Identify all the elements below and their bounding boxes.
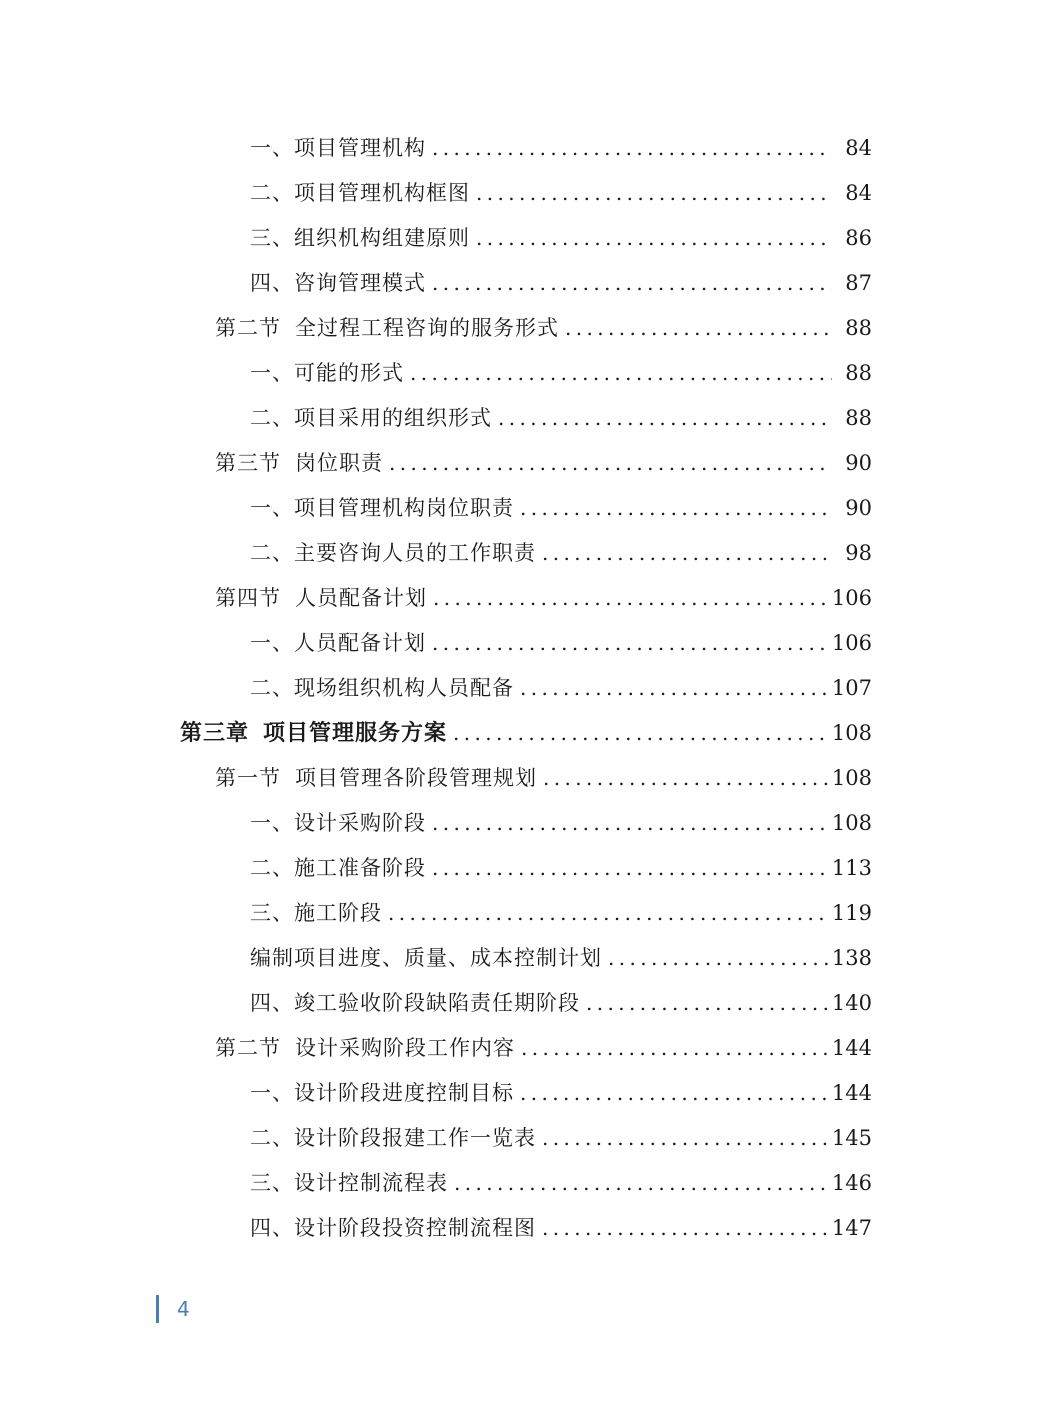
toc-entry-label: 项目管理各阶段管理规划 xyxy=(295,766,537,790)
toc-entry-title xyxy=(215,576,427,621)
toc-entry-title xyxy=(250,621,426,666)
toc-entry[interactable] xyxy=(0,711,1052,756)
toc-entry-prefix: 第二节 xyxy=(215,1036,281,1060)
toc-entry-page-number: 88 xyxy=(845,406,872,430)
toc-entry[interactable] xyxy=(0,1071,1052,1116)
toc-entry[interactable] xyxy=(0,1206,1052,1251)
toc-entry-page-number: 90 xyxy=(845,451,872,475)
toc-dot-leader xyxy=(543,756,828,801)
toc-entry-page-number: 146 xyxy=(831,1171,872,1195)
toc-entry-label: 项目管理服务方案 xyxy=(263,720,448,746)
toc-entry-title xyxy=(250,981,580,1026)
toc-entry-title xyxy=(250,216,470,261)
toc-entry[interactable] xyxy=(0,1116,1052,1161)
toc-entry-title xyxy=(250,801,426,846)
toc-entry-label: 三、设计控制流程表 xyxy=(250,1171,448,1195)
toc-entry-prefix: 第三节 xyxy=(215,451,281,475)
toc-entry-title xyxy=(215,306,559,351)
toc-entry-title xyxy=(250,891,382,936)
toc-entry-page-number: 113 xyxy=(831,856,872,880)
toc-entry[interactable] xyxy=(0,1161,1052,1206)
toc-entry-label: 一、设计采购阶段 xyxy=(250,811,426,835)
page-number: 4 xyxy=(177,1297,190,1321)
toc-entry-title xyxy=(250,1161,448,1206)
toc-entry-title xyxy=(250,126,426,171)
toc-entry-title xyxy=(215,756,537,801)
toc-entry-label: 一、人员配备计划 xyxy=(250,631,426,655)
toc-entry-page-number: 98 xyxy=(845,541,872,565)
toc-entry[interactable] xyxy=(0,351,1052,396)
toc-entry-title xyxy=(180,711,447,756)
toc-entry-page-number: 144 xyxy=(831,1036,872,1060)
toc-entry-label: 一、设计阶段进度控制目标 xyxy=(250,1081,514,1105)
toc-entry-label: 一、项目管理机构 xyxy=(250,136,426,160)
toc-entry[interactable] xyxy=(0,666,1052,711)
toc-entry-page-number: 86 xyxy=(845,226,872,250)
table-of-contents xyxy=(0,126,1052,1251)
page-footer xyxy=(156,1294,190,1324)
toc-dot-leader xyxy=(542,1116,828,1161)
toc-entry-page-number: 145 xyxy=(831,1126,872,1150)
toc-entry-label: 设计采购阶段工作内容 xyxy=(295,1036,515,1060)
toc-entry-title xyxy=(250,486,514,531)
toc-entry-label: 三、施工阶段 xyxy=(250,901,382,925)
toc-entry-page-number: 88 xyxy=(845,316,872,340)
toc-entry-label: 四、咨询管理模式 xyxy=(250,271,426,295)
toc-dot-leader xyxy=(608,936,828,981)
toc-entry[interactable] xyxy=(0,756,1052,801)
toc-entry-page-number: 84 xyxy=(845,136,872,160)
toc-entry-page-number: 106 xyxy=(831,631,872,655)
toc-entry-label: 一、项目管理机构岗位职责 xyxy=(250,496,514,520)
toc-dot-leader xyxy=(542,1206,828,1251)
toc-entry-label: 全过程工程咨询的服务形式 xyxy=(295,316,559,340)
toc-entry[interactable] xyxy=(0,171,1052,216)
toc-entry-prefix: 第三章 xyxy=(180,720,250,746)
toc-dot-leader xyxy=(542,531,832,576)
toc-dot-leader xyxy=(476,216,832,261)
toc-entry-label: 编制项目进度、质量、成本控制计划 xyxy=(250,946,602,970)
toc-entry-title xyxy=(250,846,426,891)
footer-accent-bar xyxy=(156,1295,159,1323)
toc-entry-label: 二、项目采用的组织形式 xyxy=(250,406,492,430)
toc-dot-leader xyxy=(476,171,832,216)
toc-dot-leader xyxy=(388,891,828,936)
toc-entry[interactable] xyxy=(0,216,1052,261)
toc-entry-label: 一、可能的形式 xyxy=(250,361,404,385)
toc-dot-leader xyxy=(498,396,832,441)
toc-entry-title xyxy=(250,1116,536,1161)
toc-dot-leader xyxy=(521,1026,828,1071)
toc-entry-page-number: 144 xyxy=(831,1081,872,1105)
toc-entry-label: 人员配备计划 xyxy=(295,586,427,610)
toc-entry-title xyxy=(250,396,492,441)
toc-entry-prefix: 第一节 xyxy=(215,766,281,790)
toc-dot-leader xyxy=(432,261,832,306)
toc-dot-leader xyxy=(520,666,828,711)
toc-entry-title xyxy=(250,351,404,396)
toc-entry-prefix: 第四节 xyxy=(215,586,281,610)
toc-entry[interactable] xyxy=(0,486,1052,531)
toc-entry[interactable] xyxy=(0,126,1052,171)
toc-entry-title xyxy=(250,666,514,711)
toc-dot-leader xyxy=(454,1161,828,1206)
toc-dot-leader xyxy=(389,441,832,486)
toc-entry[interactable] xyxy=(0,531,1052,576)
toc-entry-page-number: 147 xyxy=(831,1216,872,1240)
toc-dot-leader xyxy=(432,801,828,846)
toc-entry-page-number: 84 xyxy=(845,181,872,205)
toc-entry-page-number: 107 xyxy=(831,676,872,700)
toc-entry[interactable] xyxy=(0,396,1052,441)
toc-entry-title xyxy=(250,936,602,981)
toc-entry[interactable] xyxy=(0,936,1052,981)
toc-entry-page-number: 140 xyxy=(831,991,872,1015)
toc-entry-label: 四、竣工验收阶段缺陷责任期阶段 xyxy=(250,991,580,1015)
toc-entry[interactable] xyxy=(0,306,1052,351)
toc-dot-leader xyxy=(586,981,828,1026)
toc-entry-page-number: 108 xyxy=(831,811,872,835)
toc-entry-label: 三、组织机构组建原则 xyxy=(250,226,470,250)
toc-dot-leader xyxy=(520,1071,828,1116)
toc-entry-label: 二、主要咨询人员的工作职责 xyxy=(250,541,536,565)
toc-dot-leader xyxy=(433,576,828,621)
toc-entry-prefix: 第二节 xyxy=(215,316,281,340)
toc-entry-page-number: 138 xyxy=(831,946,872,970)
toc-entry-title xyxy=(250,261,426,306)
toc-entry[interactable] xyxy=(0,576,1052,621)
toc-entry-label: 二、现场组织机构人员配备 xyxy=(250,676,514,700)
toc-entry[interactable] xyxy=(0,981,1052,1026)
toc-dot-leader xyxy=(432,846,828,891)
toc-entry[interactable] xyxy=(0,846,1052,891)
toc-entry-page-number: 90 xyxy=(845,496,872,520)
toc-entry[interactable] xyxy=(0,891,1052,936)
toc-dot-leader xyxy=(453,711,828,756)
toc-entry-label: 二、施工准备阶段 xyxy=(250,856,426,880)
toc-entry-page-number: 87 xyxy=(845,271,872,295)
toc-dot-leader xyxy=(565,306,832,351)
toc-entry-page-number: 119 xyxy=(831,901,872,925)
toc-entry[interactable] xyxy=(0,801,1052,846)
toc-dot-leader xyxy=(432,126,832,171)
toc-entry-page-number: 108 xyxy=(831,766,872,790)
toc-entry-label: 二、项目管理机构框图 xyxy=(250,181,470,205)
toc-dot-leader xyxy=(410,351,832,396)
toc-entry-page-number: 88 xyxy=(845,361,872,385)
toc-dot-leader xyxy=(432,621,828,666)
toc-entry-label: 岗位职责 xyxy=(295,451,383,475)
toc-entry[interactable] xyxy=(0,621,1052,666)
toc-entry-title xyxy=(250,1206,536,1251)
toc-entry-label: 四、设计阶段投资控制流程图 xyxy=(250,1216,536,1240)
toc-entry-title xyxy=(215,441,383,486)
toc-entry-title xyxy=(215,1026,515,1071)
toc-entry-label: 二、设计阶段报建工作一览表 xyxy=(250,1126,536,1150)
toc-entry[interactable] xyxy=(0,1026,1052,1071)
toc-entry-title xyxy=(250,171,470,216)
toc-entry[interactable] xyxy=(0,261,1052,306)
toc-entry-page-number: 106 xyxy=(831,586,872,610)
toc-entry-title xyxy=(250,531,536,576)
toc-dot-leader xyxy=(520,486,832,531)
toc-entry[interactable] xyxy=(0,441,1052,486)
toc-entry-page-number: 108 xyxy=(831,721,872,745)
toc-entry-title xyxy=(250,1071,514,1116)
